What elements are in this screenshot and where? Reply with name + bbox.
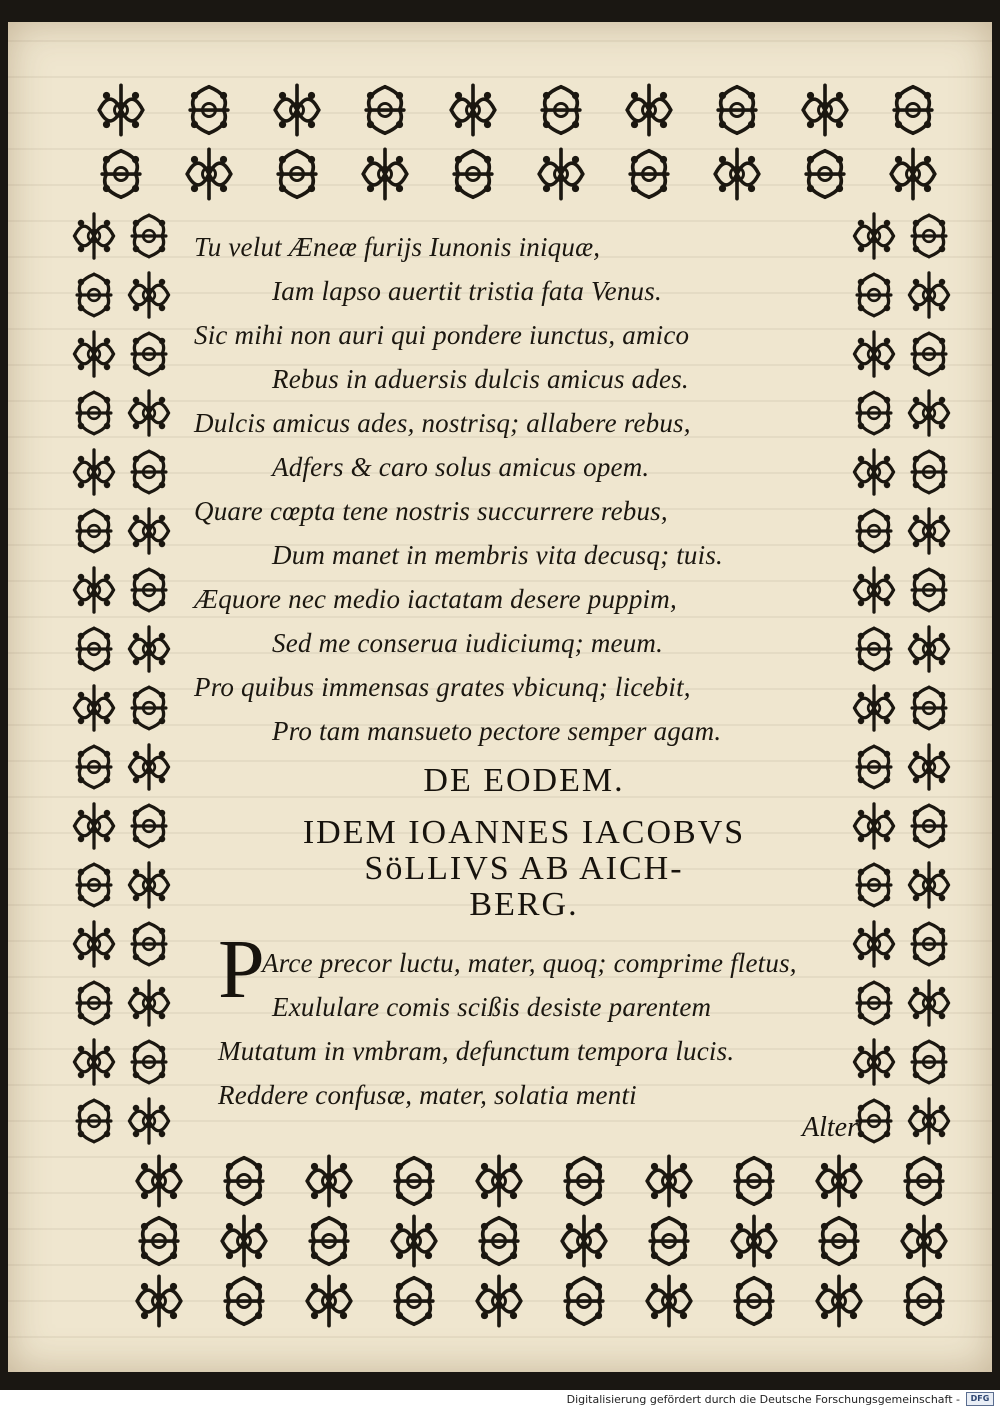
ornament-tile <box>903 857 955 913</box>
ornament-tile <box>848 680 900 736</box>
ornament-tile <box>903 680 955 736</box>
verse-line: Pro quibus immensas grates vbicunq; licebit, <box>194 672 691 702</box>
ornament-tile <box>807 1212 871 1270</box>
ornament-tile <box>68 739 120 795</box>
ornament-tile <box>848 562 900 618</box>
ornament-tile <box>297 1152 361 1210</box>
ornament-tile <box>127 1272 191 1330</box>
footer-credit: Digitalisierung gefördert durch die Deutsche Forschungsgemeinschaft - <box>566 1393 960 1406</box>
verse-line: Mutatum in vmbram, defunctum tempora lucis. <box>218 1036 735 1066</box>
ornament-tile <box>637 1152 701 1210</box>
ornament-tile <box>903 267 955 323</box>
ornament-tile <box>848 798 900 854</box>
verse-line: Æquore nec medio iactatam desere puppim, <box>194 584 677 614</box>
ornament-tile <box>441 145 505 203</box>
ornament-tile <box>382 1212 446 1270</box>
ornament-tile <box>297 1272 361 1330</box>
verse-line: Arce precor luctu, mater, quoq; comprime fletus, <box>262 948 797 978</box>
ornament-tile <box>705 81 769 139</box>
ornament-tile <box>705 145 769 203</box>
ornament-tile <box>68 326 120 382</box>
ornamental-border-bottom <box>124 1162 974 1342</box>
verse-line: Dum manet in membris vita decusq; tuis. <box>272 540 723 570</box>
ornament-tile <box>467 1212 531 1270</box>
verse-line: Sic mihi non auri qui pondere iunctus, amico <box>194 320 690 350</box>
author-line: BERG. <box>469 886 579 923</box>
ornament-tile <box>177 81 241 139</box>
ornament-tile <box>467 1152 531 1210</box>
verse-line: Rebus in aduersis dulcis amicus ades. <box>272 364 689 394</box>
verse-line: Adfers & caro solus amicus opem. <box>272 452 650 482</box>
verse-line: Exululare comis scißis desiste parentem <box>272 992 712 1022</box>
author-line: SöLLIVS AB AICH- <box>364 850 684 887</box>
ornament-tile <box>123 444 175 500</box>
ornament-tile <box>68 562 120 618</box>
ornament-tile <box>848 444 900 500</box>
ornament-tile <box>881 81 945 139</box>
ornament-tile <box>892 1272 956 1330</box>
ornament-tile <box>123 503 175 559</box>
ornament-tile <box>68 798 120 854</box>
ornament-tile <box>552 1152 616 1210</box>
ornament-tile <box>123 1034 175 1090</box>
ornament-tile <box>123 1093 175 1149</box>
ornament-tile <box>848 208 900 264</box>
ornament-tile <box>123 621 175 677</box>
ornament-tile <box>903 208 955 264</box>
ornament-tile <box>552 1272 616 1330</box>
ornament-tile <box>848 857 900 913</box>
catchword: Alter <box>802 1112 858 1143</box>
ornament-tile <box>68 208 120 264</box>
ornament-tile <box>903 621 955 677</box>
verse-line: Iam lapso auertit tristia fata Venus. <box>272 276 662 306</box>
ornament-tile <box>265 81 329 139</box>
ornament-tile <box>793 81 857 139</box>
ornament-tile <box>807 1272 871 1330</box>
ornament-tile <box>382 1272 446 1330</box>
ornament-tile <box>89 145 153 203</box>
ornament-tile <box>903 444 955 500</box>
ornament-tile <box>903 975 955 1031</box>
book-page <box>8 22 992 1372</box>
ornament-tile <box>793 145 857 203</box>
ornament-tile <box>123 385 175 441</box>
ornament-tile <box>382 1152 446 1210</box>
ornament-tile <box>123 208 175 264</box>
ornament-tile <box>903 562 955 618</box>
ornament-tile <box>848 621 900 677</box>
ornament-tile <box>68 385 120 441</box>
ornament-tile <box>892 1212 956 1270</box>
ornament-tile <box>123 326 175 382</box>
ornament-tile <box>177 145 241 203</box>
author-line: IDEM IOANNES IACOBVS <box>302 814 746 851</box>
ornament-tile <box>123 798 175 854</box>
ornament-tile <box>353 145 417 203</box>
ornament-tile <box>123 975 175 1031</box>
ornamental-border-right <box>860 218 970 1162</box>
ornament-tile <box>529 145 593 203</box>
ornament-tile <box>68 680 120 736</box>
ornament-tile <box>123 739 175 795</box>
ornament-tile <box>123 267 175 323</box>
ornament-tile <box>89 81 153 139</box>
ornament-tile <box>903 1034 955 1090</box>
ornament-tile <box>123 562 175 618</box>
ornament-tile <box>722 1272 786 1330</box>
ornament-tile <box>881 145 945 203</box>
ornament-tile <box>353 81 417 139</box>
ornament-tile <box>123 680 175 736</box>
ornament-tile <box>848 267 900 323</box>
ornament-tile <box>903 739 955 795</box>
verse-line: Tu velut Æneæ furijs Iunonis iniquæ, <box>194 232 601 262</box>
ornament-tile <box>212 1212 276 1270</box>
ornament-tile <box>265 145 329 203</box>
ornament-tile <box>212 1272 276 1330</box>
ornament-tile <box>722 1212 786 1270</box>
verse-line: Sed me conserua iudiciumq; meum. <box>272 628 664 658</box>
ornament-tile <box>722 1152 786 1210</box>
verse-line: Pro tam mansueto pectore semper agam. <box>272 716 722 746</box>
verse-line: Dulcis amicus ades, nostrisq; allabere rebus, <box>194 408 691 438</box>
dfg-logo: DFG <box>966 1392 994 1406</box>
ornament-tile <box>848 1034 900 1090</box>
section-title: DE EODEM. <box>423 762 625 799</box>
ornament-tile <box>617 145 681 203</box>
verse-line: Reddere confusæ, mater, solatia menti <box>218 1080 637 1110</box>
ornament-tile <box>552 1212 616 1270</box>
ornament-tile <box>297 1212 361 1270</box>
ornament-tile <box>903 503 955 559</box>
footer-bar <box>0 1390 1000 1409</box>
ornament-tile <box>467 1272 531 1330</box>
ornament-tile <box>617 81 681 139</box>
ornament-tile <box>68 503 120 559</box>
ornamental-border-left <box>80 218 190 1162</box>
ornament-tile <box>903 385 955 441</box>
ornament-tile <box>903 1093 955 1149</box>
ornament-tile <box>123 916 175 972</box>
ornament-tile <box>848 739 900 795</box>
ornament-tile <box>212 1152 276 1210</box>
ornament-tile <box>68 267 120 323</box>
ornament-tile <box>68 444 120 500</box>
drop-cap: P <box>218 923 265 1016</box>
ornament-tile <box>68 621 120 677</box>
ornament-tile <box>848 326 900 382</box>
ornamental-border-top <box>80 88 970 218</box>
ornament-tile <box>848 975 900 1031</box>
text-block <box>194 232 858 1152</box>
ornament-tile <box>848 385 900 441</box>
ornament-tile <box>637 1272 701 1330</box>
ornament-tile <box>68 857 120 913</box>
ornament-tile <box>68 1034 120 1090</box>
ornament-tile <box>903 916 955 972</box>
verse-line: Quare cœpta tene nostris succurrere rebus, <box>194 496 668 526</box>
ornament-tile <box>441 81 505 139</box>
ornament-tile <box>848 503 900 559</box>
ornament-tile <box>529 81 593 139</box>
ornament-tile <box>68 916 120 972</box>
ornament-tile <box>68 1093 120 1149</box>
ornament-tile <box>903 798 955 854</box>
ornament-tile <box>848 916 900 972</box>
ornament-tile <box>637 1212 701 1270</box>
ornament-tile <box>127 1212 191 1270</box>
ornament-tile <box>68 975 120 1031</box>
ornament-tile <box>123 857 175 913</box>
ornament-tile <box>903 326 955 382</box>
